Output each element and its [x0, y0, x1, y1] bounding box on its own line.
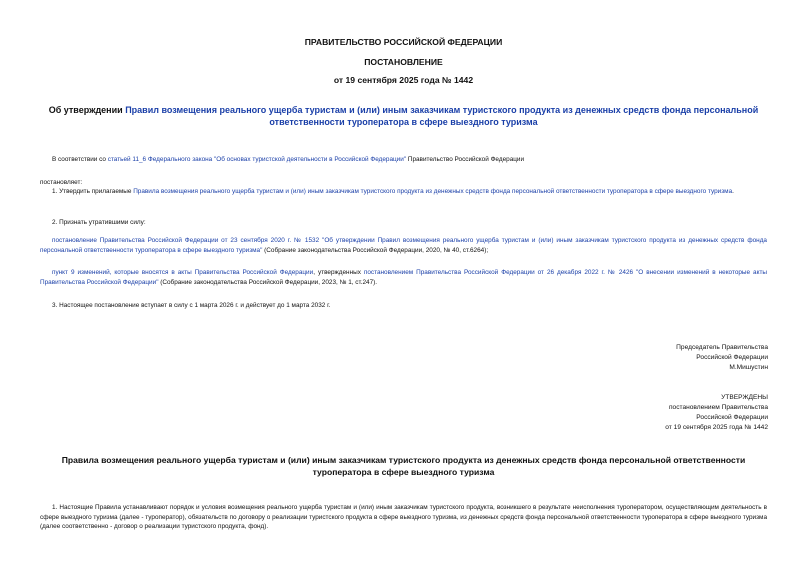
approval-title: УТВЕРЖДЕНЫ: [721, 394, 768, 401]
item-1: [40, 187, 767, 197]
item-3: 3. Настоящее постановление вступает в силу с 1 марта 2026 г. и действует до 1 марта 2032 г.: [52, 302, 331, 309]
repeal-1: [40, 236, 767, 255]
federal-law-link[interactable]: статьей 11_6 Федерального закона "Об основах туристской деятельности в Российской Федерации": [107, 156, 407, 163]
decides-label: постановляет:: [40, 179, 83, 186]
signature-block: [518, 343, 768, 373]
item-1-pre: 1. Утвердить прилагаемые: [52, 188, 134, 195]
item-2: 2. Признать утратившими силу:: [52, 219, 146, 226]
preamble: [40, 155, 767, 165]
approved-rules-link[interactable]: Правила возмещения реального ущерба туристам и (или) иным заказчикам туристского продукта из денежных средств фонда персональной ответственности туроператора в сфере выездного туризма: [133, 188, 733, 195]
preamble-post: Правительство Российской Федерации: [406, 156, 525, 163]
amendments-item-9-link[interactable]: пункт 9 изменений, которые вносятся в акты Правительства Российской Федерации: [52, 269, 314, 276]
document-date-number: от 19 сентября 2025 года № 1442: [333, 75, 474, 85]
approval-line-3: Российской Федерации: [696, 414, 768, 421]
repeal-1-post: (Собрание законодательства Российской Федерации, 2020, № 40, ст.6264);: [262, 246, 489, 254]
item-1-post: .: [732, 188, 734, 195]
repeal-2-mid: , утвержденных: [313, 269, 364, 276]
issuing-authority: ПРАВИТЕЛЬСТВО РОССИЙСКОЙ ФЕДЕРАЦИИ: [304, 37, 503, 47]
signature-position: Председатель Правительства: [676, 344, 768, 351]
document-title: [40, 104, 767, 128]
approval-date: от 19 сентября 2025 года № 1442: [665, 424, 768, 431]
approval-stamp: [518, 393, 768, 433]
preamble-pre: В соответствии со: [52, 156, 108, 163]
repeal-2: [40, 268, 767, 287]
title-rules-link[interactable]: Правил возмещения реального ущерба туристам и (или) иным заказчикам туристского продукта из денежных средств фонда персональной ответственности туроператора в сфере выездного туризма: [125, 105, 759, 127]
signature-org: Российской Федерации: [696, 354, 768, 361]
resolution-2426-link[interactable]: постановлением Правительства Российской Федерации от 26 декабря 2022 г. № 2426 "О внесении изменений в некоторые акты Правительства Российской Федерации": [40, 269, 767, 286]
resolution-1532-link[interactable]: постановление Правительства Российской Федерации от 23 сентября 2020 г. № 1532 "Об утверждении Правил возмещения реального ущерба туристам и (или) иным заказчикам туристского продукта из денежных средств фонда персональной ответственности туроператора в сфере выездного туризма": [40, 237, 767, 254]
rules-title: Правила возмещения реального ущерба туристам и (или) иным заказчикам туристского продукта из денежных средств фонда персональной ответственности туроператора в сфере выездного туризма: [61, 455, 746, 477]
signature-name: М.Мишустин: [729, 364, 768, 371]
title-prefix: Об утверждении: [48, 105, 126, 115]
repeal-2-post: (Собрание законодательства Российской Федерации, 2023, № 1, ст.247).: [158, 278, 378, 286]
document-type: ПОСТАНОВЛЕНИЕ: [364, 57, 443, 67]
rules-paragraph-1: 1. Настоящие Правила устанавливают порядок и условия возмещения реального ущерба туристам и (или) иным заказчикам туристского продукта, возникшего в результате неисполнения туроператором, осуществляющим деятельность в сфере выездного туризма (далее - туроператор), обязательств по договору о реализации туристского продукта в сфере выездного туризма, из денежных средств фонда персональной ответственности туроператора в сфере выездного туризма (далее соответственно - договор о реализации туристского продукта, фонд).: [40, 504, 767, 531]
approval-line-2: постановлением Правительства: [668, 404, 768, 411]
